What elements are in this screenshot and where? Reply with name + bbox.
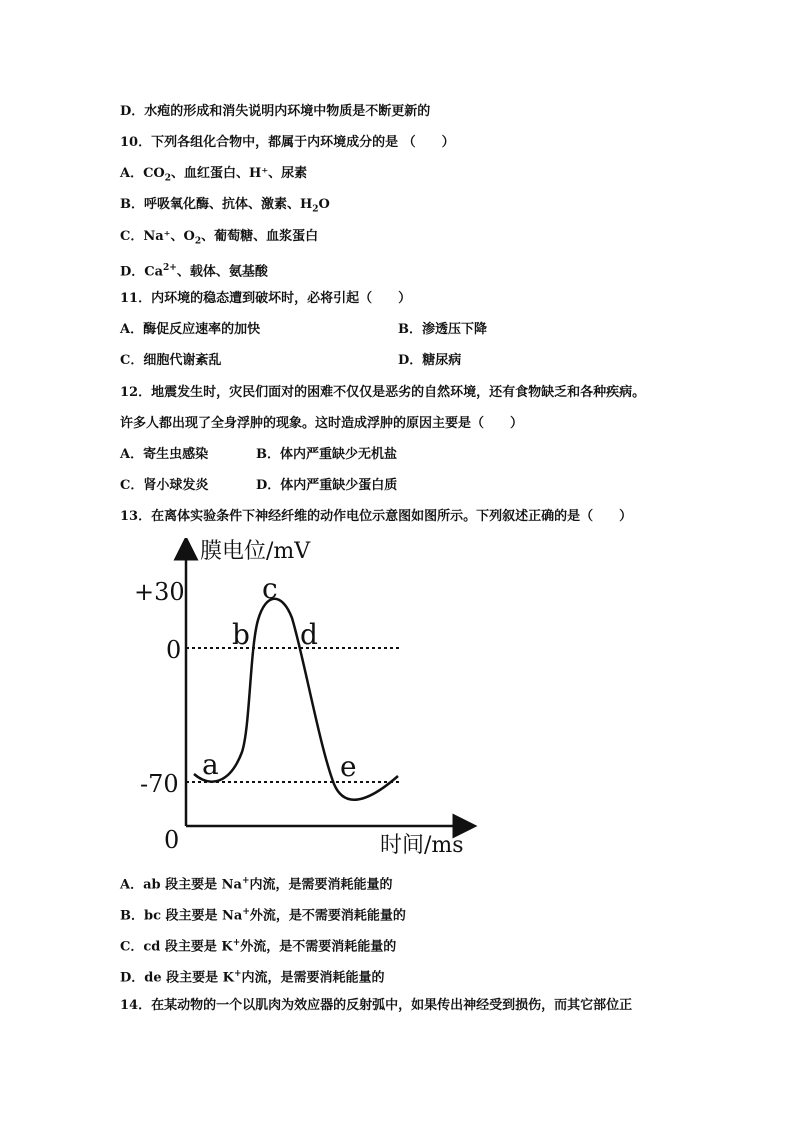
q12-option-c: C．肾小球发炎	[120, 478, 209, 493]
q14-stem: 14．在某动物的一个以肌肉为效应器的反射弧中，如果传出神经受到损伤，而其它部位正	[120, 998, 633, 1013]
tick-label-minus70: -70	[140, 770, 179, 798]
q12-stem-line2: 许多人都出现了全身浮肿的现象。这时造成浮肿的原因主要是（ ）	[120, 416, 524, 431]
q11-option-c: C．细胞代谢紊乱	[120, 353, 222, 368]
q13-stem: 13．在离体实验条件下神经纤维的动作电位示意图如图所示。下列叙述正确的是（ ）	[120, 509, 633, 524]
q9-option-d: D．水疱的形成和消失说明内环境中物质是不断更新的	[120, 104, 431, 119]
action-potential-figure	[130, 538, 490, 866]
point-label-b: b	[232, 618, 250, 651]
q11-stem: 11．内环境的稳态遭到破坏时，必将引起（ ）	[120, 291, 412, 306]
q13-option-c: C．cd 段主要是 K+外流，是不需要消耗能量的	[120, 938, 397, 955]
tick-label-zero: 0	[166, 636, 182, 664]
tick-label-plus30: +30	[134, 578, 185, 606]
q11-option-b: B．渗透压下降	[398, 322, 487, 337]
q10-stem: 10．下列各组化合物中，都属于内环境成分的是 （ ）	[120, 135, 455, 150]
q13-option-b: B．bc 段主要是 Na+外流，是不需要消耗能量的	[120, 907, 406, 924]
q12-option-b: B．体内严重缺少无机盐	[256, 447, 397, 462]
q11-option-d: D．糖尿病	[398, 353, 462, 368]
y-axis-label: 膜电位/mV	[200, 539, 311, 564]
q10-option-c: C．Na⁺、$O_2$、葡萄糖、血浆蛋白	[120, 229, 319, 247]
point-label-a: a	[202, 748, 219, 781]
origin-label: 0	[164, 826, 180, 854]
q10-option-a: A．$CO_2$、血红蛋白、H⁺、尿素	[120, 166, 308, 184]
x-axis-label: 时间/ms	[380, 833, 464, 858]
q11-option-a: A．酶促反应速率的加快	[120, 322, 261, 337]
action-potential-curve	[194, 599, 398, 800]
q10-option-d: D．$Ca^{2+}$、载体、氨基酸	[120, 263, 268, 280]
q13-option-a: A．ab 段主要是 Na+内流，是需要消耗能量的	[120, 876, 393, 893]
point-label-c: c	[262, 572, 278, 605]
q12-option-a: A．寄生虫感染	[120, 447, 209, 462]
q10-option-b: B．呼吸氧化酶、抗体、激素、$H_2O$	[120, 197, 330, 215]
q13-option-d: D．de 段主要是 K+内流，是需要消耗能量的	[120, 969, 385, 986]
q12-stem-line1: 12．地震发生时，灾民们面对的困难不仅仅是恶劣的自然环境，还有食物缺乏和各种疾病。	[120, 385, 646, 400]
q12-option-d: D．体内严重缺少蛋白质	[256, 478, 398, 493]
point-label-e: e	[340, 750, 357, 783]
point-label-d: d	[300, 618, 318, 651]
